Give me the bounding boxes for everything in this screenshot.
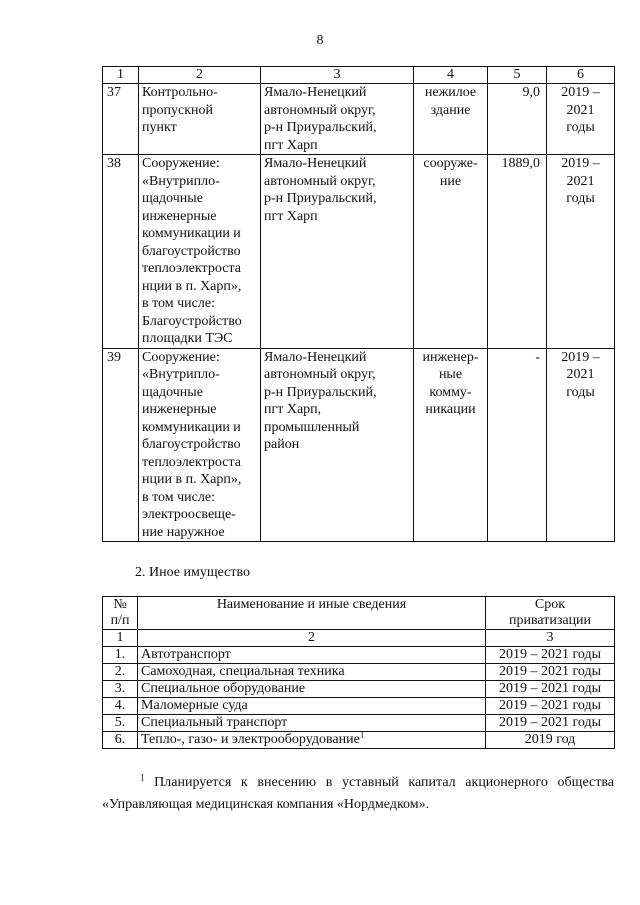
header-term-sub: приватизации <box>508 613 592 628</box>
location-line: Ямало-Ненецкий <box>264 156 367 171</box>
footnote-text: Планируется к внесению в уставный капитал акционерного общества «Управляющая медицинская компания «Нордмедком». <box>102 775 614 812</box>
object-name-line: пункт <box>142 120 177 135</box>
object-name-line: Сооружение: <box>142 349 220 365</box>
page-number: 8 <box>316 33 324 48</box>
column-index: 5 <box>488 67 547 84</box>
footnote-mark: 1 <box>140 772 145 783</box>
item-name: Специальное оборудование <box>138 681 486 698</box>
item-name: Автотранспорт <box>138 647 486 664</box>
term-line: 2019 – <box>561 156 600 171</box>
area-value: 1889,0 <box>501 156 540 171</box>
object-name-line: нции в п. Харп», <box>142 472 242 487</box>
privatization-term: 2019 год <box>486 732 615 749</box>
row-number: 39 <box>107 349 121 365</box>
object-name-line: щадочные <box>142 384 203 400</box>
location-line: пгт Харп <box>264 137 318 153</box>
object-name-line: щадочные <box>142 191 203 206</box>
table-cell <box>547 155 615 349</box>
table-cell <box>103 84 139 155</box>
table-index-row <box>103 630 615 647</box>
location-line: р-н Приуральский, <box>264 120 377 135</box>
item-name: Маломерные суда <box>138 698 486 715</box>
table-row <box>103 647 615 664</box>
term-line: 2021 <box>566 102 595 118</box>
table-row <box>103 664 615 681</box>
column-index: 1 <box>103 630 138 647</box>
table-header-row <box>103 597 615 630</box>
table-cell <box>488 84 547 155</box>
item-name: Самоходная, специальная техника <box>138 664 486 681</box>
row-number: 4. <box>103 698 138 715</box>
header-num-sub: п/п <box>110 613 130 628</box>
other-property-table <box>102 596 615 749</box>
row-number: 37 <box>107 85 121 100</box>
object-type-line: нежилое <box>424 85 477 100</box>
object-name-line: «Внутрипло- <box>142 367 220 382</box>
column-index: 4 <box>414 67 488 84</box>
object-name-line: «Внутрипло- <box>142 173 220 189</box>
table-cell <box>103 155 139 349</box>
object-type-line: здание <box>430 102 471 118</box>
location-line: автономный округ, <box>264 173 376 189</box>
object-name-line: в том числе: <box>142 296 215 311</box>
object-name-line: Благоустройство <box>142 313 242 329</box>
object-name-line: Контрольно- <box>142 85 218 100</box>
privatization-term: 2019 – 2021 годы <box>486 681 615 698</box>
column-index: 1 <box>103 67 139 84</box>
object-type-line: никации <box>425 402 476 417</box>
table-row <box>103 348 615 542</box>
term-line: годы <box>566 384 595 400</box>
header-num: № <box>113 597 127 612</box>
object-name-line: коммуникации и <box>142 226 241 241</box>
table-cell <box>488 155 547 349</box>
row-number: 1. <box>103 647 138 664</box>
privatization-term: 2019 – 2021 годы <box>486 715 615 732</box>
area-value: 9,0 <box>522 85 540 100</box>
object-name-line: теплоэлектроста <box>142 261 241 276</box>
location-line: промышленный <box>264 419 360 435</box>
column-index: 3 <box>486 630 615 647</box>
table-row <box>103 155 615 349</box>
object-name-line: благоустройство <box>142 243 241 259</box>
row-number: 6. <box>103 732 138 749</box>
table-cell <box>488 348 547 542</box>
object-name-line: в том числе: <box>142 489 215 505</box>
location-line: р-н Приуральский, <box>264 191 377 206</box>
footnote-mark: 1 <box>359 729 365 740</box>
object-type-line: сооруже- <box>423 156 478 171</box>
table-cell <box>261 348 414 542</box>
table-cell <box>261 84 414 155</box>
table-cell <box>261 155 414 349</box>
table-row <box>103 681 615 698</box>
object-type-line: комму- <box>429 384 472 400</box>
location-line: автономный округ, <box>264 102 376 118</box>
object-name-line: инженерные <box>142 208 217 224</box>
object-name-line: электроосвеще- <box>142 507 236 522</box>
footnote <box>102 772 614 816</box>
privatization-term: 2019 – 2021 годы <box>486 664 615 681</box>
object-name-line: коммуникации и <box>142 419 241 435</box>
table-cell <box>414 84 488 155</box>
object-name-line: ние наружное <box>142 524 225 540</box>
property-table <box>102 66 615 542</box>
term-line: 2019 – <box>561 349 600 365</box>
location-line: автономный округ, <box>264 367 376 382</box>
table-cell <box>547 84 615 155</box>
table-cell <box>103 348 139 542</box>
table-row <box>103 715 615 732</box>
location-line: пгт Харп, <box>264 402 322 417</box>
term-line: годы <box>566 120 595 135</box>
location-line: Ямало-Ненецкий <box>264 349 367 365</box>
object-type-line: ние <box>439 173 462 189</box>
object-name-line: нции в п. Харп», <box>142 278 242 294</box>
row-number: 5. <box>103 715 138 732</box>
table-cell <box>547 348 615 542</box>
privatization-term: 2019 – 2021 годы <box>486 647 615 664</box>
term-line: 2021 <box>566 173 595 189</box>
column-index: 2 <box>138 630 486 647</box>
table-cell <box>414 348 488 542</box>
item-name: Тепло-, газо- и электрооборудование$^1$ <box>138 732 486 749</box>
table-row <box>103 84 615 155</box>
object-name-line: теплоэлектроста <box>142 454 241 470</box>
location-line: Ямало-Ненецкий <box>264 85 367 100</box>
column-index: 6 <box>547 67 615 84</box>
location-line: пгт Харп <box>264 208 318 224</box>
table-cell <box>139 348 261 542</box>
term-line: 2021 <box>566 367 595 382</box>
section-title: 2. Иное имущество <box>135 565 251 580</box>
table-cell <box>414 155 488 349</box>
row-number: 3. <box>103 681 138 698</box>
location-line: район <box>264 437 300 452</box>
table-cell <box>139 84 261 155</box>
object-type-line: инженер- <box>422 349 479 365</box>
table-row <box>103 732 615 749</box>
location-line: р-н Приуральский, <box>264 384 377 400</box>
header-term: Срок <box>534 597 566 612</box>
item-name: Специальный транспорт <box>138 715 486 732</box>
term-line: годы <box>566 191 595 206</box>
column-index: 3 <box>261 67 414 84</box>
row-number: 38 <box>107 156 121 171</box>
object-name-line: пропускной <box>142 102 213 118</box>
object-name-line: инженерные <box>142 402 217 417</box>
table-row <box>103 698 615 715</box>
object-type-line: ные <box>438 367 463 382</box>
object-name-line: благоустройство <box>142 437 241 452</box>
table-cell <box>139 155 261 349</box>
privatization-term: 2019 – 2021 годы <box>486 698 615 715</box>
term-line: 2019 – <box>561 85 600 100</box>
column-index: 2 <box>139 67 261 84</box>
object-name-line: площадки ТЭС <box>142 331 233 346</box>
area-value: - <box>535 349 540 365</box>
header-name: Наименование и иные сведения <box>216 597 407 612</box>
row-number: 2. <box>103 664 138 681</box>
object-name-line: Сооружение: <box>142 156 220 171</box>
table-header-row <box>103 67 615 84</box>
